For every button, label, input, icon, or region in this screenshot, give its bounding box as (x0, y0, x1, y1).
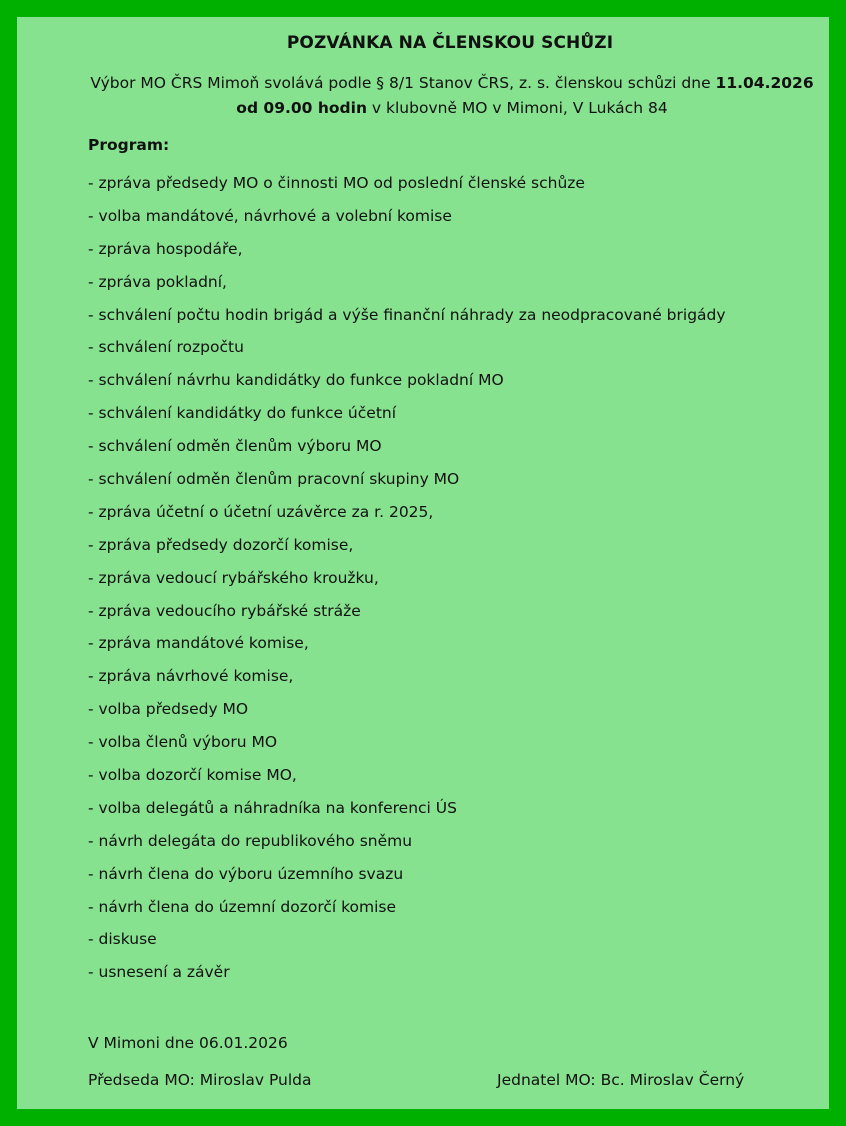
agenda-item: - schválení návrhu kandidátky do funkce pokladní MO (88, 371, 504, 390)
agenda-item: - návrh člena do výboru územního svazu (88, 864, 404, 883)
agenda-item: - návrh delegáta do republikového sněmu (88, 831, 413, 850)
program-heading: Program: (88, 136, 170, 154)
document-title: POZVÁNKA NA ČLENSKOU SCHŮZI (286, 33, 614, 53)
meeting-time: od 09.00 hodin (236, 99, 367, 117)
agenda-item: - volba delegátů a náhradníka na konferenci ÚS (88, 798, 457, 817)
agenda-item: - volba dozorčí komise MO, (88, 766, 297, 785)
intro-paragraph (77, 71, 827, 121)
agenda-item: - usnesení a závěr (88, 963, 230, 982)
agenda-item: - zpráva návrhové komise, (88, 667, 294, 686)
agenda-item: - schválení rozpočtu (88, 338, 244, 357)
agenda-item: - zpráva účetní o účetní uzávěrce za r. 2025, (88, 502, 434, 521)
agenda-item: - návrh člena do územní dozorčí komise (88, 897, 397, 916)
intro-text: Výbor MO ČRS Mimoň svolává podle § 8/1 Stanov ČRS, z. s. členskou schůzi dne (90, 74, 716, 92)
invitation-page (17, 17, 829, 1109)
meeting-place: v klubovně MO v Mimoni, V Lukách 84 (367, 99, 668, 117)
agenda-item: - volba předsedy MO (88, 700, 249, 719)
agenda-item: - diskuse (88, 930, 157, 949)
agenda-item: - volba členů výboru MO (88, 733, 278, 752)
dateline: V Mimoni dne 06.01.2026 (88, 1034, 288, 1052)
agenda-item: - schválení odměn členům výboru MO (88, 437, 382, 456)
agenda-item: - zpráva předsedy MO o činnosti MO od poslední členské schůze (88, 174, 585, 192)
agenda-item: - zpráva předsedy dozorčí komise, (88, 535, 354, 554)
chairman-signature: Předseda MO: Miroslav Pulda (88, 1071, 312, 1089)
agenda-item: - zpráva vedoucí rybářského kroužku, (88, 568, 379, 587)
agenda-list (88, 170, 726, 992)
meeting-date: 11.04.2026 (715, 74, 814, 92)
agenda-item: - schválení odměn členům pracovní skupiny MO (88, 470, 460, 489)
agenda-item: - zpráva hospodáře, (88, 239, 243, 258)
agenda-item: - schválení počtu hodin brigád a výše finanční náhrady za neodpracované brigády (88, 305, 726, 324)
agenda-item: - zpráva vedoucího rybářské stráže (88, 601, 361, 620)
secretary-signature: Jednatel MO: Bc. Miroslav Černý (497, 1071, 745, 1089)
agenda-item: - zpráva pokladní, (88, 272, 227, 291)
agenda-item: - schválení kandidátky do funkce účetní (88, 404, 397, 423)
agenda-item: - volba mandátové, návrhové a volební komise (88, 206, 452, 225)
agenda-item: - zpráva mandátové komise, (88, 634, 309, 653)
